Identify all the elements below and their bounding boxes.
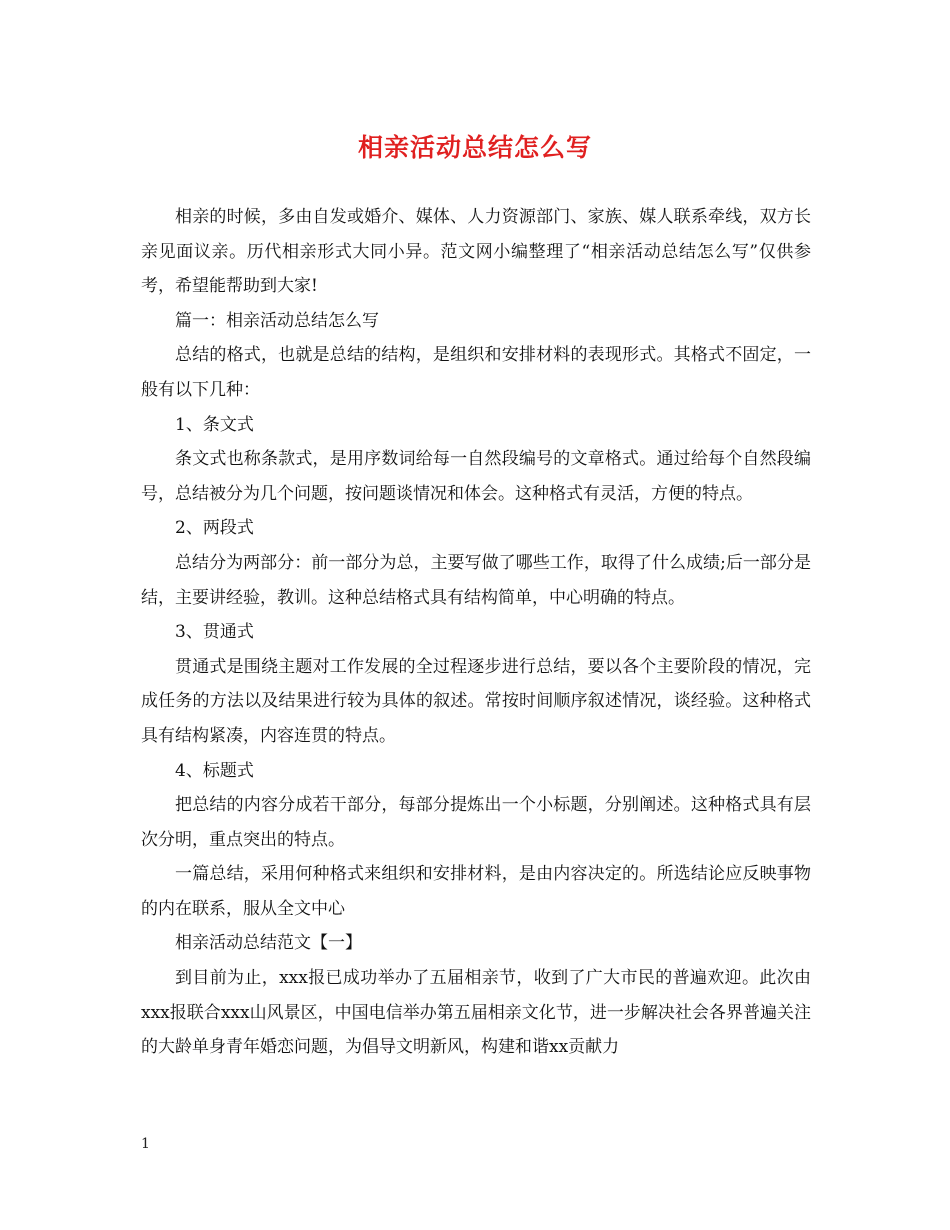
paragraph: 总结的格式，也就是总结的结构，是组织和安排材料的表现形式。其格式不固定，一般有以下几种： bbox=[141, 345, 811, 400]
list-heading: 2、两段式 bbox=[175, 518, 254, 539]
paragraph: 条文式也称条款式，是用序数词给每一自然段编号的文章格式。通过给每个自然段编号，总结被分为几个问题，按问题谈情况和体会。这种格式有灵活，方便的特点。 bbox=[141, 449, 811, 504]
list-heading: 4、标题式 bbox=[175, 760, 254, 781]
section-heading: 相亲活动总结范文【一】 bbox=[175, 933, 362, 954]
paragraph: 把总结的内容分成若干部分，每部分提炼出一个小标题，分别阐述。这种格式具有层次分明，重点突出的特点。 bbox=[141, 795, 811, 850]
paragraph: 贯通式是围绕主题对工作发展的全过程逐步进行总结，要以各个主要阶段的情况，完成任务的方法以及结果进行较为具体的叙述。常按时间顺序叙述情况，谈经验。这种格式具有结构紧凑，内容连贯的特点。 bbox=[141, 656, 811, 746]
document-body bbox=[141, 200, 811, 1065]
section-heading: 篇一：相亲活动总结怎么写 bbox=[175, 310, 379, 331]
list-heading: 3、贯通式 bbox=[175, 622, 254, 643]
paragraph: 一篇总结，采用何种格式来组织和安排材料，是由内容决定的。所选结论应反映事物的内在联系，服从全文中心 bbox=[141, 864, 811, 919]
paragraph-intro: 相亲的时候，多由自发或婚介、媒体、人力资源部门、家族、媒人联系牵线，双方长亲见面议亲。历代相亲形式大同小异。范文网小编整理了“相亲活动总结怎么写”仅供参考，希望能帮助到大家! bbox=[141, 207, 811, 297]
document-title: 相亲活动总结怎么写 bbox=[357, 133, 592, 162]
paragraph: 到目前为止，xxx报已成功举办了五届相亲节，收到了广大市民的普遍欢迎。此次由xxx报联合xxx山风景区，中国电信举办第五届相亲文化节，进一步解决社会各界普遍关注的大龄单身青年婚恋问题，为倡导文明新风，构建和谐xx贡献力 bbox=[141, 968, 811, 1058]
page-number: 1 bbox=[141, 1136, 150, 1152]
list-heading: 1、条文式 bbox=[175, 414, 254, 435]
paragraph: 总结分为两部分：前一部分为总，主要写做了哪些工作，取得了什么成绩;后一部分是结，主要讲经验，教训。这种总结格式具有结构简单，中心明确的特点。 bbox=[141, 552, 811, 608]
